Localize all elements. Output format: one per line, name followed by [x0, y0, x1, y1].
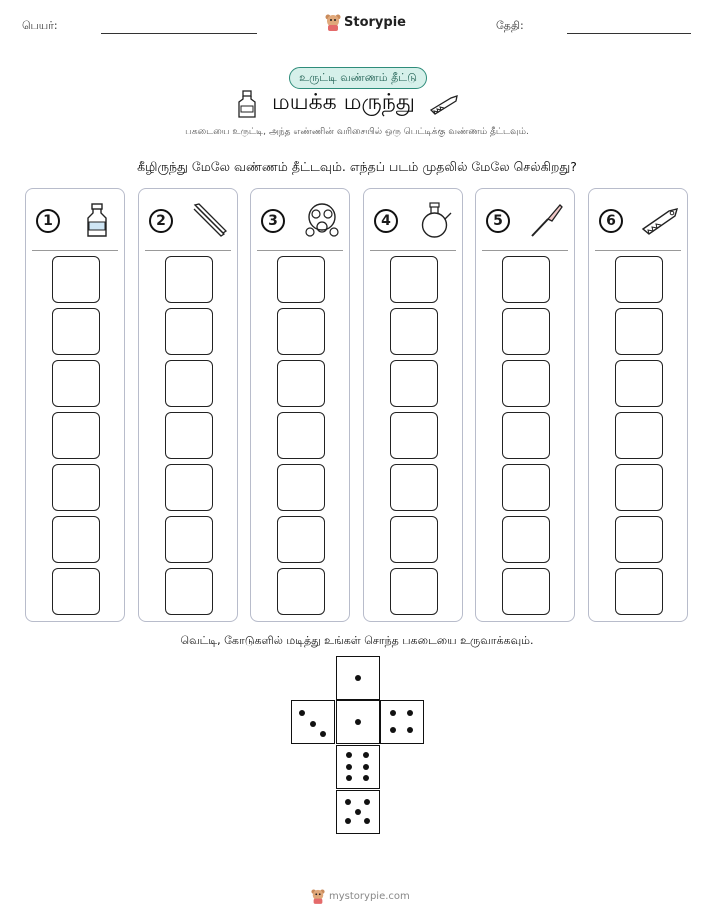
- color-box[interactable]: [502, 412, 550, 459]
- color-box[interactable]: [390, 360, 438, 407]
- die-face: [336, 790, 380, 834]
- die-pip: [355, 719, 361, 725]
- color-box[interactable]: [390, 516, 438, 563]
- column-number: 4: [374, 209, 398, 233]
- color-box[interactable]: [165, 568, 213, 615]
- color-box[interactable]: [165, 308, 213, 355]
- scalpel-icon: [528, 201, 566, 239]
- die-pip: [407, 727, 413, 733]
- die-pip: [345, 799, 351, 805]
- color-box[interactable]: [615, 256, 663, 303]
- saw-icon: [641, 201, 679, 239]
- color-box[interactable]: [277, 256, 325, 303]
- die-pip: [363, 775, 369, 781]
- column-number: 1: [36, 209, 60, 233]
- die-pip: [364, 799, 370, 805]
- color-box[interactable]: [615, 464, 663, 511]
- color-box[interactable]: [52, 360, 100, 407]
- name-label: பெயர்:: [22, 19, 58, 32]
- column-4: [363, 188, 463, 622]
- die-pip: [355, 809, 361, 815]
- date-label: தேதி:: [496, 19, 524, 32]
- color-box[interactable]: [390, 256, 438, 303]
- color-box[interactable]: [502, 464, 550, 511]
- footer: [311, 888, 410, 904]
- color-box[interactable]: [277, 568, 325, 615]
- color-box[interactable]: [390, 308, 438, 355]
- tweezers-icon: [191, 201, 229, 239]
- footer-url: mystorypie.com: [329, 890, 410, 902]
- color-box[interactable]: [615, 308, 663, 355]
- column-number: 3: [261, 209, 285, 233]
- color-box[interactable]: [52, 568, 100, 615]
- column-divider: [482, 250, 568, 251]
- bottle-icon: [78, 201, 116, 239]
- color-box[interactable]: [277, 516, 325, 563]
- title-row: [236, 89, 459, 119]
- color-box[interactable]: [615, 568, 663, 615]
- color-box[interactable]: [390, 568, 438, 615]
- subtitle: பகடையை உருட்டி, அந்த எண்ணின் வரிசையில் ஒரு பெட்டிக்கு வண்ணம் தீட்டவும்.: [185, 127, 529, 137]
- brand-name: Storypie: [344, 14, 406, 30]
- gas-mask-icon: [303, 201, 341, 239]
- page-title: மயக்க மருந்து: [272, 90, 415, 115]
- color-box[interactable]: [390, 464, 438, 511]
- die-pip: [407, 710, 413, 716]
- column-number: 6: [599, 209, 623, 233]
- color-box[interactable]: [52, 308, 100, 355]
- color-box[interactable]: [277, 308, 325, 355]
- name-line: [101, 33, 257, 34]
- color-box[interactable]: [502, 360, 550, 407]
- column-number: 5: [486, 209, 510, 233]
- color-box[interactable]: [165, 360, 213, 407]
- color-box[interactable]: [277, 412, 325, 459]
- die-pip: [363, 752, 369, 758]
- column-1: [25, 188, 125, 622]
- column-6: [588, 188, 688, 622]
- die-face: [380, 700, 424, 744]
- die-pip: [310, 721, 316, 727]
- die-pip: [346, 775, 352, 781]
- color-box[interactable]: [165, 464, 213, 511]
- die-face: [291, 700, 335, 744]
- die-pip: [390, 710, 396, 716]
- color-box[interactable]: [277, 464, 325, 511]
- die-pip: [299, 710, 305, 716]
- die-pip: [345, 818, 351, 824]
- color-box[interactable]: [502, 568, 550, 615]
- activity-pill: உருட்டி வண்ணம் தீட்டு: [289, 67, 427, 89]
- color-box[interactable]: [390, 412, 438, 459]
- color-box[interactable]: [502, 308, 550, 355]
- color-box[interactable]: [52, 464, 100, 511]
- brand-logo: [325, 13, 406, 31]
- die-pip: [363, 764, 369, 770]
- color-box[interactable]: [52, 256, 100, 303]
- column-divider: [32, 250, 118, 251]
- column-3: [250, 188, 350, 622]
- color-box[interactable]: [165, 516, 213, 563]
- color-box[interactable]: [52, 516, 100, 563]
- column-divider: [145, 250, 231, 251]
- die-pip: [390, 727, 396, 733]
- die-face: [336, 700, 380, 744]
- die-pip: [320, 731, 326, 737]
- color-box[interactable]: [502, 516, 550, 563]
- color-box[interactable]: [615, 516, 663, 563]
- date-line: [567, 33, 691, 34]
- column-divider: [257, 250, 343, 251]
- saw-icon: [429, 92, 459, 116]
- column-number: 2: [149, 209, 173, 233]
- bear-icon: [311, 888, 325, 904]
- color-box[interactable]: [277, 360, 325, 407]
- color-box[interactable]: [502, 256, 550, 303]
- die-pip: [355, 675, 361, 681]
- color-box[interactable]: [615, 412, 663, 459]
- die-pip: [364, 818, 370, 824]
- color-box[interactable]: [165, 256, 213, 303]
- cut-instruction: வெட்டி, கோடுகளில் மடித்து உங்கள் சொந்த பகடையை உருவாக்கவும்.: [180, 634, 534, 647]
- bottle-icon: [236, 89, 258, 119]
- color-box[interactable]: [165, 412, 213, 459]
- column-2: [138, 188, 238, 622]
- column-divider: [595, 250, 681, 251]
- die-pip: [346, 752, 352, 758]
- color-box[interactable]: [615, 360, 663, 407]
- die-face: [336, 745, 380, 789]
- die-face: [336, 656, 380, 700]
- column-divider: [370, 250, 456, 251]
- question: கீழிருந்து மேலே வண்ணம் தீட்டவும். எந்தப் படம் முதலில் மேலே செல்கிறது?: [137, 159, 577, 174]
- flask-icon: [416, 201, 454, 239]
- column-5: [475, 188, 575, 622]
- bear-icon: [325, 13, 341, 31]
- color-box[interactable]: [52, 412, 100, 459]
- die-pip: [346, 764, 352, 770]
